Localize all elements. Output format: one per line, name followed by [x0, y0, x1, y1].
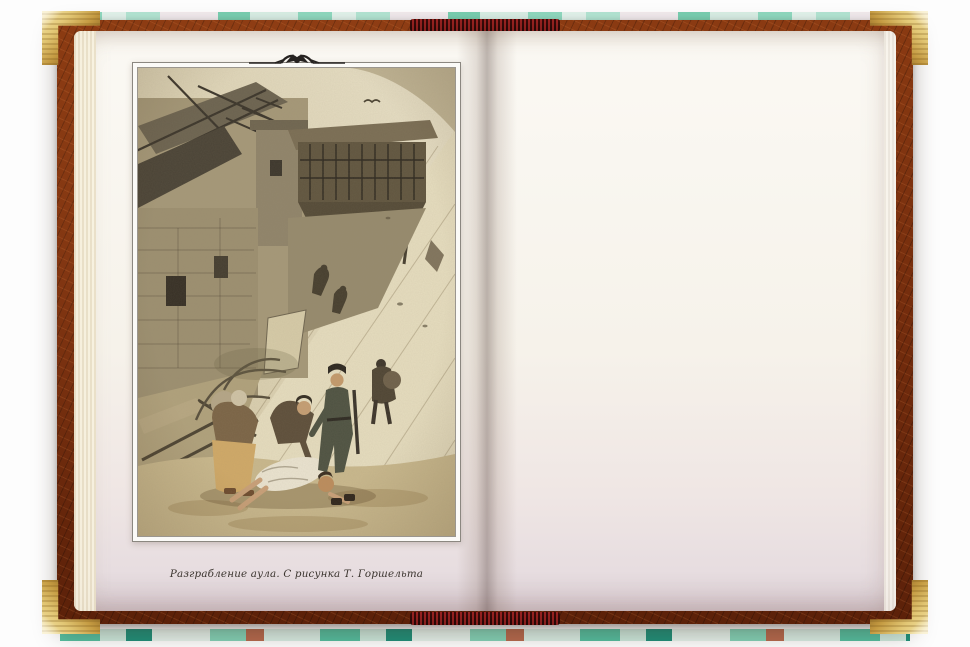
right-page[interactable]: [487, 31, 896, 611]
illustration-frame: [132, 62, 461, 542]
fleuron-ornament-icon: [247, 51, 347, 71]
book-cover: [57, 20, 913, 624]
illustration-plate: [132, 62, 461, 542]
spine-binding-bottom: [410, 612, 560, 625]
render-artifact-bottom: [60, 629, 910, 641]
engraving-image: [138, 68, 455, 536]
page-gutter-shadow: [457, 31, 517, 611]
page-spread: [74, 31, 896, 611]
illustration-caption: Разграбление аула. С рисунка Т. Горшельта: [169, 568, 424, 580]
left-page[interactable]: [74, 31, 487, 611]
